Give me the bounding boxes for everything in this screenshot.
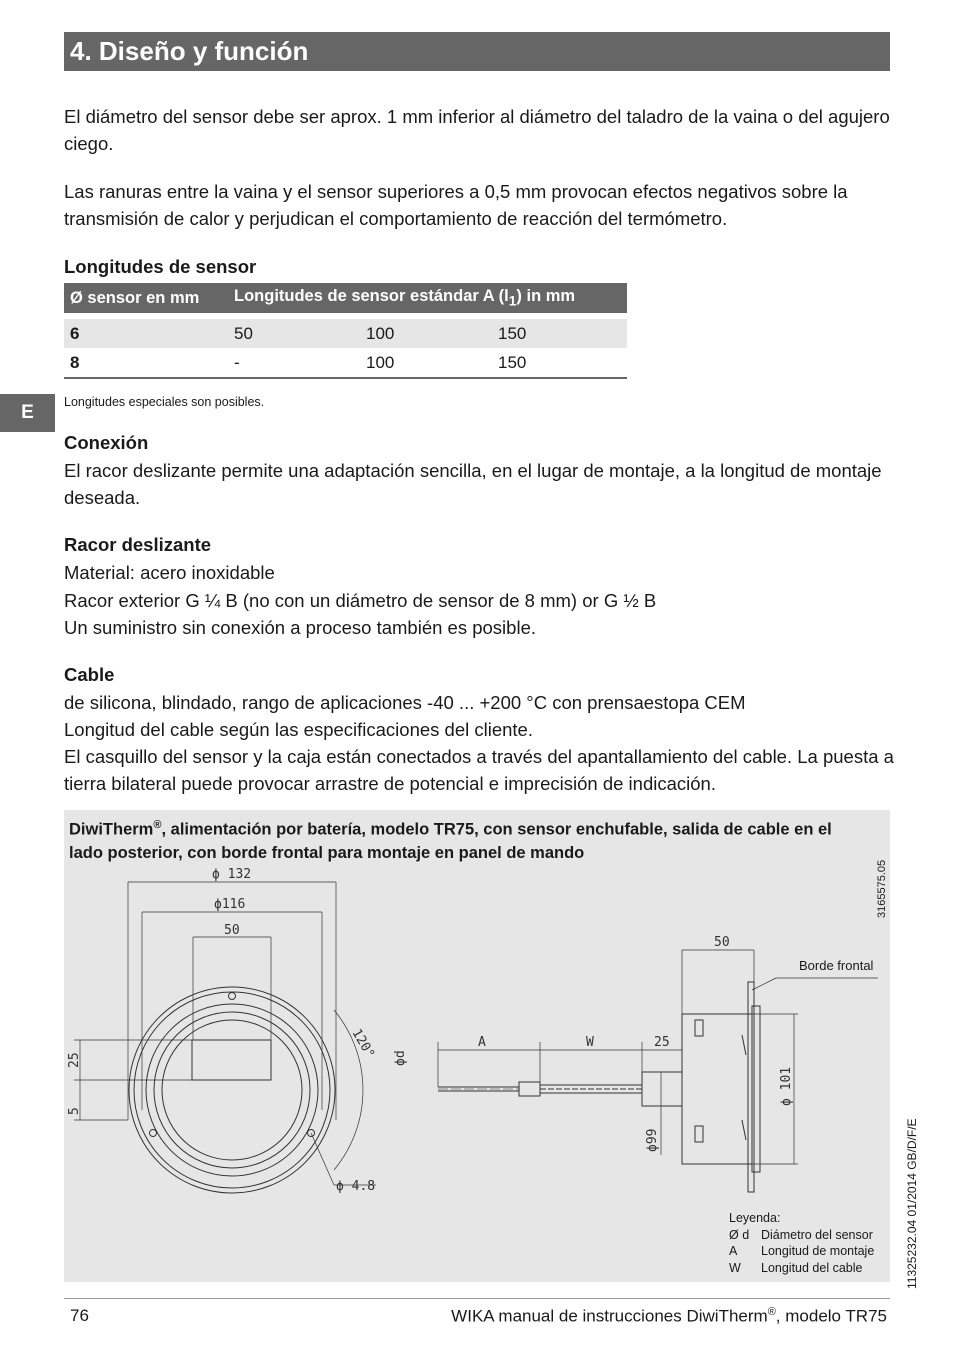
dim-W: W	[586, 1035, 594, 1050]
display-window	[192, 1040, 271, 1080]
cable-title: Cable	[64, 664, 115, 685]
dim-d116: ϕ116	[214, 897, 246, 912]
section-heading: 4. Diseño y función	[64, 32, 890, 71]
footer-divider	[64, 1298, 890, 1299]
special-lengths-note: Longitudes especiales son posibles.	[64, 395, 265, 409]
sensor-lengths-title: Longitudes de sensor	[64, 256, 257, 277]
legend: Leyenda: Ø d Diámetro del sensor A Longitud de montaje W Longitud del cable	[729, 1211, 875, 1275]
dimension-figure	[64, 810, 890, 1282]
compression-fitting-supply: Un suministro sin conexión a proceso también es posible.	[64, 617, 536, 638]
dim-h25: 25	[67, 1052, 82, 1068]
cable-gland	[642, 1072, 682, 1106]
dim-w50: 50	[224, 923, 240, 938]
table-row: 6 50 100 150	[64, 319, 627, 348]
compression-fitting-material: Material: acero inoxidable	[64, 562, 275, 583]
sensor-lengths-table	[64, 283, 627, 379]
legend-item: W Longitud del cable	[729, 1260, 863, 1275]
cable-spec: de silicona, blindado, rango de aplicaciones -40 ... +200 °C con prensaestopa CEM	[64, 692, 746, 713]
dim-side50: 50	[714, 935, 730, 950]
figure-title: DiwiTherm®, alimentación por batería, modelo TR75, con sensor enchufable, salida de cable en el lado posterior, con borde frontal para montaje en panel de mando	[69, 819, 832, 862]
paragraph-gaps: Las ranuras entre la vaina y el sensor superiores a 0,5 mm provocan efectos negativos sobre la transmisión de calor y perjudican el comportamiento de reacción del termómetro.	[64, 181, 848, 229]
document-code: 11325232.04 01/2014 GB/D/F/E	[905, 1118, 919, 1289]
language-tab: E	[0, 394, 55, 432]
cable-shielding: El casquillo del sensor y la caja están conectados a través del apantallamiento del cable. La puesta a tierra bilateral puede provocar arrastre de potencial e imprecisión de indicación.	[64, 746, 894, 794]
connection-text: El racor deslizante permite una adaptación sencilla, en el lugar de montaje, a la longitud de montaje deseada.	[64, 460, 882, 508]
housing-side	[682, 1014, 752, 1164]
drawing-id: 3165575.05	[876, 859, 888, 918]
dim-angle: 120°	[348, 1026, 378, 1062]
dim-d101: ϕ 101	[779, 1066, 794, 1106]
paragraph-sensor-diameter: El diámetro del sensor debe ser aprox. 1 mm inferior al diámetro del taladro de la vaina o del agujero ciego.	[64, 106, 890, 154]
header-sensor-diameter: Ø sensor en mm	[64, 283, 228, 313]
table-row: 8 - 100 150	[64, 348, 627, 378]
page-number: 76	[70, 1306, 89, 1325]
cable-length: Longitud del cable según las especificaciones del cliente.	[64, 719, 533, 740]
compression-fitting-thread: Racor exterior G ¼ B (no con un diámetro de sensor de 8 mm) or G ½ B	[64, 590, 657, 611]
dim-d132: ϕ 132	[212, 867, 252, 882]
outer-ring	[129, 987, 335, 1193]
dim-phid: ϕd	[393, 1050, 408, 1066]
header-standard-lengths: Longitudes de sensor estándar A $(l_1)$ in mm	[228, 283, 627, 313]
legend-item: A Longitud de montaje	[729, 1244, 875, 1258]
dim-h5: 5	[67, 1107, 82, 1115]
connection-title: Conexión	[64, 432, 149, 453]
border-label: Borde frontal	[799, 958, 874, 973]
footer-title: WIKA manual de instrucciones DiwiTherm®, modelo TR75	[451, 1306, 887, 1326]
dim-s25: 25	[654, 1035, 670, 1050]
dim-d48: ϕ 4.8	[336, 1179, 376, 1194]
dim-A: A	[478, 1035, 486, 1050]
dim-d99: ϕ99	[645, 1128, 660, 1152]
compression-fitting-title: Racor deslizante	[64, 534, 212, 555]
legend-item: Ø d Diámetro del sensor	[729, 1227, 873, 1242]
